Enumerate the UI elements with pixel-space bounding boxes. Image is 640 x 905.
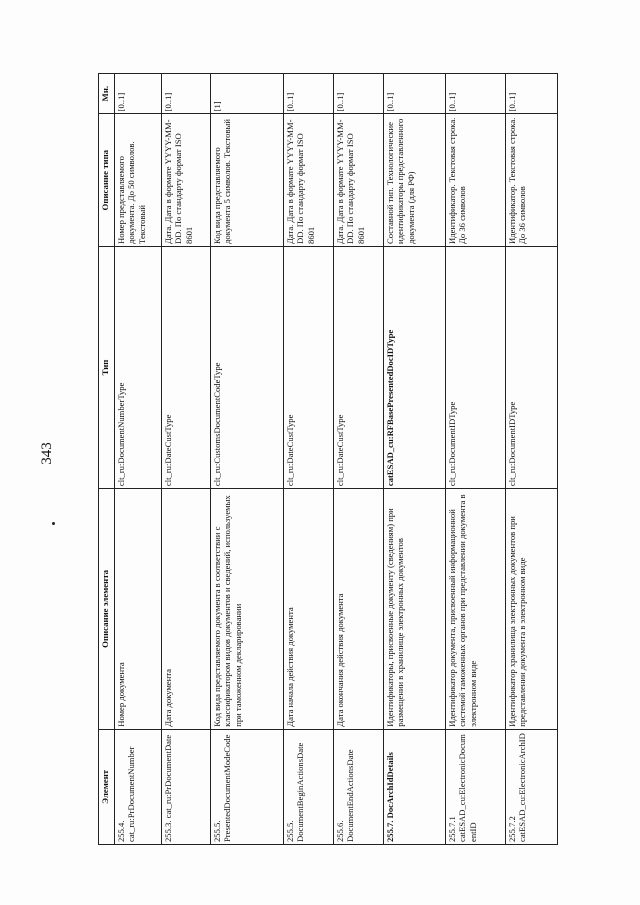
cell-element (446, 729, 506, 844)
cell-type: clt_ru:DocumentIDType (506, 246, 558, 488)
cell-type: clt_ru:DateCustType (334, 246, 384, 488)
page-number: 343 (38, 442, 55, 465)
header-multiplicity: Мн. (99, 74, 115, 114)
cell-type: clt_ru:DateCustType (284, 246, 334, 488)
separator (385, 818, 395, 820)
cell-element-description: Дата документа (162, 489, 211, 730)
cell-element-description: Идентификаторы, присвоенные документу (сведениям) при размещении в хранилище электронных документов (384, 489, 446, 730)
element-name: DocArchIdDetails (385, 752, 395, 819)
cell-multiplicity: [1] (211, 74, 284, 114)
element-name: cat_ru:PrDocumentNumber (126, 746, 137, 842)
row-number: 255.5. (285, 820, 295, 842)
cell-type-description: Дата. Дата в формате YYYY-MM-DD. По стандарту формат ISO 8601 (284, 114, 334, 247)
cell-element-description: Дата окончания действия документа (334, 489, 384, 730)
cell-element-description: Номер документа (115, 489, 162, 730)
cell-type-description: Дата. Дата в формате YYYY-MM-DD. По стандарту формат ISO 8601 (162, 114, 211, 247)
row-number: 255.4. (116, 820, 126, 842)
table-header-row (99, 74, 115, 845)
header-element-description: Описание элемента (99, 489, 115, 730)
element-name: catESAD_cu:ElectronicArchID (517, 733, 528, 842)
cell-element-description: Идентификатор хранилища электронных документов при представлении документа в электронном виде (506, 489, 558, 730)
cell-element-description: Идентификатор документа, присвоенный информационной системой таможенных органов при представлении документа в электронном виде (446, 489, 506, 730)
table-row (334, 74, 384, 845)
cell-element (284, 729, 334, 844)
header-type-description: Описание типа (99, 114, 115, 247)
table-row (115, 74, 162, 845)
table-row (506, 74, 558, 845)
table-row (162, 74, 211, 845)
element-name: cat_ru:PrDocumentDate (163, 734, 173, 819)
cell-type-description: Составной тип. Технологические идентификаторы представленного документа (для РФ) (384, 114, 446, 247)
cell-multiplicity: [0..1] (334, 74, 384, 114)
row-number: 255.7. (385, 820, 395, 842)
cell-type-description: Идентификатор. Текстовая строка. До 36 символов (506, 114, 558, 247)
cell-type: clt_ru:CustomsDocumentCodeType (211, 246, 284, 488)
cell-element-description: Код вида представляемого документа в соответствии с классификатором видов документов и сведений, используемых при таможенном декларировании (211, 489, 284, 730)
table-row (284, 74, 334, 845)
element-spec-table (98, 73, 558, 845)
row-number: 255.7.1 (447, 816, 457, 842)
row-number: 255.3. (163, 820, 173, 842)
element-name: DocumentBeginActionsDate (295, 742, 306, 842)
rotated-table-container (98, 73, 554, 845)
cell-multiplicity: [0..1] (115, 74, 162, 114)
element-name: catESAD_cu:ElectronicDocumentID (457, 734, 478, 842)
cell-element (384, 729, 446, 844)
cell-element (506, 729, 558, 844)
cell-type-description: Дата. Дата в формате YYYY-MM-DD. По стандарту формат ISO 8601 (334, 114, 384, 247)
row-number: 255.6. (335, 820, 345, 842)
scan-speck (52, 522, 55, 525)
header-type: Тип (99, 246, 115, 488)
cell-type: catESAD_cu:RFBasePresentedDocIDType (384, 246, 446, 488)
element-name: PresentedDocumentModeCode (222, 734, 233, 842)
cell-type: clt_ru:DocumentIDType (446, 246, 506, 488)
cell-multiplicity: [0..1] (162, 74, 211, 114)
cell-element (334, 729, 384, 844)
cell-type: clt_ru:DocumentNumberType (115, 246, 162, 488)
cell-element-description: Дата начала действия документа (284, 489, 334, 730)
cell-multiplicity: [0..1] (384, 74, 446, 114)
separator (163, 818, 173, 820)
cell-type-description: Номер представляемого документа. До 50 символов. Текстовый (115, 114, 162, 247)
element-name: DocumentEndActionsDate (345, 749, 356, 842)
row-number: 255.7.2 (507, 816, 517, 842)
table-row (384, 74, 446, 845)
table-row (211, 74, 284, 845)
cell-type: clt_ru:DateCustType (162, 246, 211, 488)
cell-type-description: Идентификатор. Текстовая строка. До 36 символов (446, 114, 506, 247)
row-number: 255.5. (212, 820, 222, 842)
header-element: Элемент (99, 729, 115, 844)
cell-type-description: Код вида представляемого документа 5 символов. Текстовый (211, 114, 284, 247)
cell-element (115, 729, 162, 844)
cell-element (211, 729, 284, 844)
cell-multiplicity: [0..1] (446, 74, 506, 114)
cell-element (162, 729, 211, 844)
cell-multiplicity: [0..1] (284, 74, 334, 114)
cell-multiplicity: [0..1] (506, 74, 558, 114)
table-row (446, 74, 506, 845)
